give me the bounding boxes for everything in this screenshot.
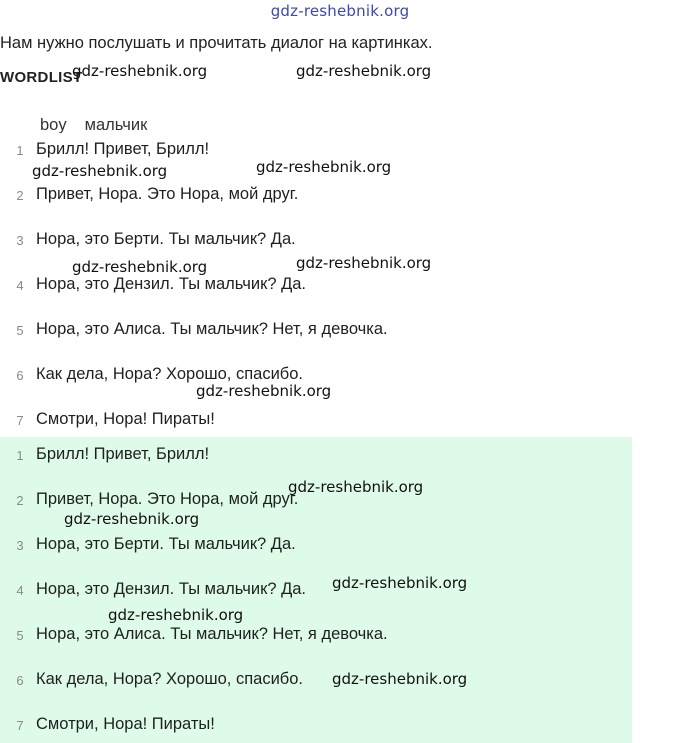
line-text: Как дела, Нора? Хорошо, спасибо. — [36, 670, 303, 688]
line-number: 1 — [16, 143, 24, 158]
line-number: 7 — [16, 413, 24, 428]
dialog-line — [0, 622, 632, 652]
line-number: 2 — [16, 188, 24, 203]
line-number: 4 — [16, 583, 24, 598]
wordlist-entry — [40, 116, 147, 133]
line-text: Нора, это Берти. Ты мальчик? Да. — [36, 535, 296, 553]
line-text: Смотри, Нора! Пираты! — [36, 410, 215, 428]
line-number: 5 — [16, 628, 24, 643]
watermark: gdz-reshebnik.org — [32, 162, 168, 180]
line-number: 5 — [16, 323, 24, 338]
dialog-line — [0, 407, 632, 437]
line-text: Брилл! Привет, Брилл! — [36, 445, 210, 463]
watermark: gdz-reshebnik.org — [196, 382, 332, 400]
line-number: 3 — [16, 538, 24, 553]
line-text: Нора, это Берти. Ты мальчик? Да. — [36, 230, 296, 248]
watermark: gdz-reshebnik.org — [72, 62, 208, 80]
dialog-line — [0, 182, 632, 212]
line-text: Нора, это Алиса. Ты мальчик? Нет, я девочка. — [36, 625, 388, 643]
line-number: 2 — [16, 493, 24, 508]
line-number: 6 — [16, 673, 24, 688]
line-text: Привет, Нора. Это Нора, мой друг. — [36, 490, 299, 508]
line-text: Нора, это Алиса. Ты мальчик? Нет, я девочка. — [36, 320, 388, 338]
task-instruction: Нам нужно послушать и прочитать диалог на картинках. — [0, 34, 433, 52]
watermark: gdz-reshebnik.org — [296, 254, 432, 272]
dialog-line — [0, 532, 632, 562]
site-header-link[interactable]: gdz-reshebnik.org — [270, 2, 410, 20]
line-text: Как дела, Нора? Хорошо, спасибо. — [36, 365, 303, 383]
line-text: Брилл! Привет, Брилл! — [36, 140, 210, 158]
watermark: gdz-reshebnik.org — [72, 258, 208, 276]
line-text: Привет, Нора. Это Нора, мой друг. — [36, 185, 299, 203]
line-number: 1 — [16, 448, 24, 463]
watermark: gdz-reshebnik.org — [296, 62, 432, 80]
watermark: gdz-reshebnik.org — [108, 606, 244, 624]
dialog-line — [0, 712, 632, 742]
watermark: gdz-reshebnik.org — [256, 158, 392, 176]
dialog-line — [0, 667, 632, 697]
line-number: 3 — [16, 233, 24, 248]
line-number: 4 — [16, 278, 24, 293]
dialog-line — [0, 272, 632, 302]
wordlist-word: boy — [40, 116, 67, 133]
watermark: gdz-reshebnik.org — [64, 510, 200, 528]
wordlist-translation: мальчик — [84, 116, 148, 133]
watermark: gdz-reshebnik.org — [332, 574, 468, 592]
line-text: Нора, это Дензил. Ты мальчик? Да. — [36, 580, 307, 598]
dialog-line — [0, 227, 632, 257]
watermark: gdz-reshebnik.org — [332, 670, 468, 688]
watermark: gdz-reshebnik.org — [288, 478, 424, 496]
line-number: 7 — [16, 718, 24, 733]
dialog-line — [0, 577, 632, 607]
wordlist-heading: WORDLIST — [0, 69, 83, 86]
dialog-line — [0, 317, 632, 347]
dialog-line — [0, 442, 632, 472]
line-text: Смотри, Нора! Пираты! — [36, 715, 215, 733]
line-number: 6 — [16, 368, 24, 383]
line-text: Нора, это Дензил. Ты мальчик? Да. — [36, 275, 307, 293]
